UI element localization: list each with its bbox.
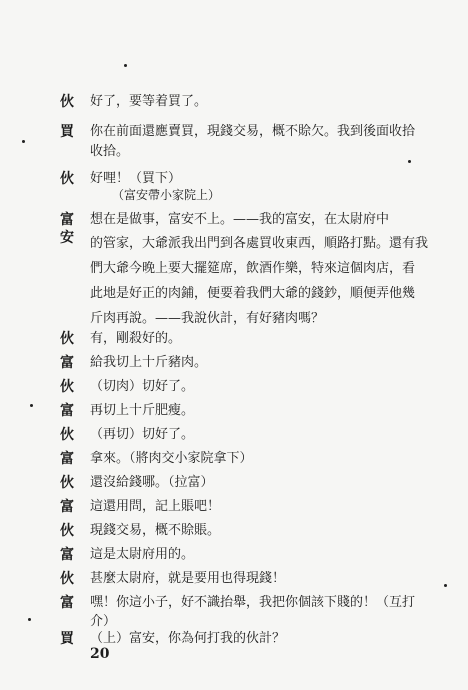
speaker-label: 富 — [60, 355, 74, 371]
speaker-label: 富 — [60, 403, 74, 419]
speaker-label: 伙 — [60, 571, 74, 587]
dialogue-line: 好哩！（買下） — [90, 171, 182, 186]
dialogue-line: 斤肉再說。——我說伙計，有好豬肉嗎？ — [90, 311, 325, 326]
dialogue-line: 現錢交易，概不賒賬。 — [90, 523, 221, 538]
dialogue-line: 再切上十斤肥瘦。 — [90, 403, 195, 418]
dialogue-line: 還沒給錢哪。（拉富） — [90, 475, 214, 490]
dialogue-line: 給我切上十斤豬肉。 — [90, 355, 208, 370]
speaker-label: 伙 — [60, 331, 74, 347]
speaker-label: 伙 — [60, 379, 74, 395]
dialogue-line: 有，剛殺好的。 — [90, 331, 182, 346]
ink-speck — [22, 140, 25, 143]
speaker-label: 富安 — [60, 212, 74, 246]
speaker-label: 富 — [60, 451, 74, 467]
stage-direction: （富安帶小家院上） — [112, 188, 221, 202]
ink-speck — [28, 618, 31, 621]
dialogue-line: （切肉）切好了。 — [90, 379, 195, 394]
dialogue-line: 拿來。（將肉交小家院拿下） — [90, 451, 253, 466]
speaker-label: 富 — [60, 499, 74, 515]
dialogue-line: 想在是做事，富安不上。——我的富安，在太尉府中 — [90, 212, 390, 227]
dialogue-line: 甚麼太尉府，就是要用也得現錢！ — [90, 571, 286, 586]
speaker-label: 伙 — [60, 171, 74, 187]
dialogue-line: 這還用問，記上賬吧！ — [90, 499, 221, 514]
speaker-label: 伙 — [60, 427, 74, 443]
dialogue-line: 這是太尉府用的。 — [90, 547, 195, 562]
dialogue-line: 的管家，大爺派我出門到各處買收東西，順路打點。還有我 — [90, 236, 429, 251]
dialogue-line: 介） — [90, 614, 117, 629]
dialogue-line: 你在前面還應賣買，現錢交易，概不賒欠。我到後面收拾 — [90, 124, 416, 139]
dialogue-line: 嘿！你這小子，好不識抬舉，我把你個該下賤的！（互打 — [90, 595, 416, 610]
dialogue-line: 們大爺今晚上要大擺筵席，飲酒作樂，特來這個肉店，看 — [90, 261, 416, 276]
speaker-label: 伙 — [60, 523, 74, 539]
speaker-label: 伙 — [60, 94, 74, 110]
speaker-label: 伙 — [60, 475, 74, 491]
dialogue-line: 收拾。 — [90, 144, 130, 159]
dialogue-line: （再切）切好了。 — [90, 427, 195, 442]
speaker-label: 富 — [60, 595, 74, 611]
ink-speck — [124, 64, 127, 67]
ink-speck — [30, 404, 33, 407]
dialogue-line: 好了，要等着買了。 — [90, 94, 208, 109]
speaker-label: 買 — [60, 631, 74, 647]
page-number: 20 — [90, 646, 110, 662]
dialogue-line: 此地是好正的肉鋪，便要着我們大爺的錢鈔，順便弄他幾 — [90, 286, 416, 301]
speaker-label: 買 — [60, 124, 74, 140]
dialogue-line: （上）富安，你為何打我的伙計？ — [90, 631, 286, 646]
speaker-label: 富 — [60, 547, 74, 563]
ink-speck — [444, 584, 447, 587]
ink-speck — [408, 160, 411, 163]
